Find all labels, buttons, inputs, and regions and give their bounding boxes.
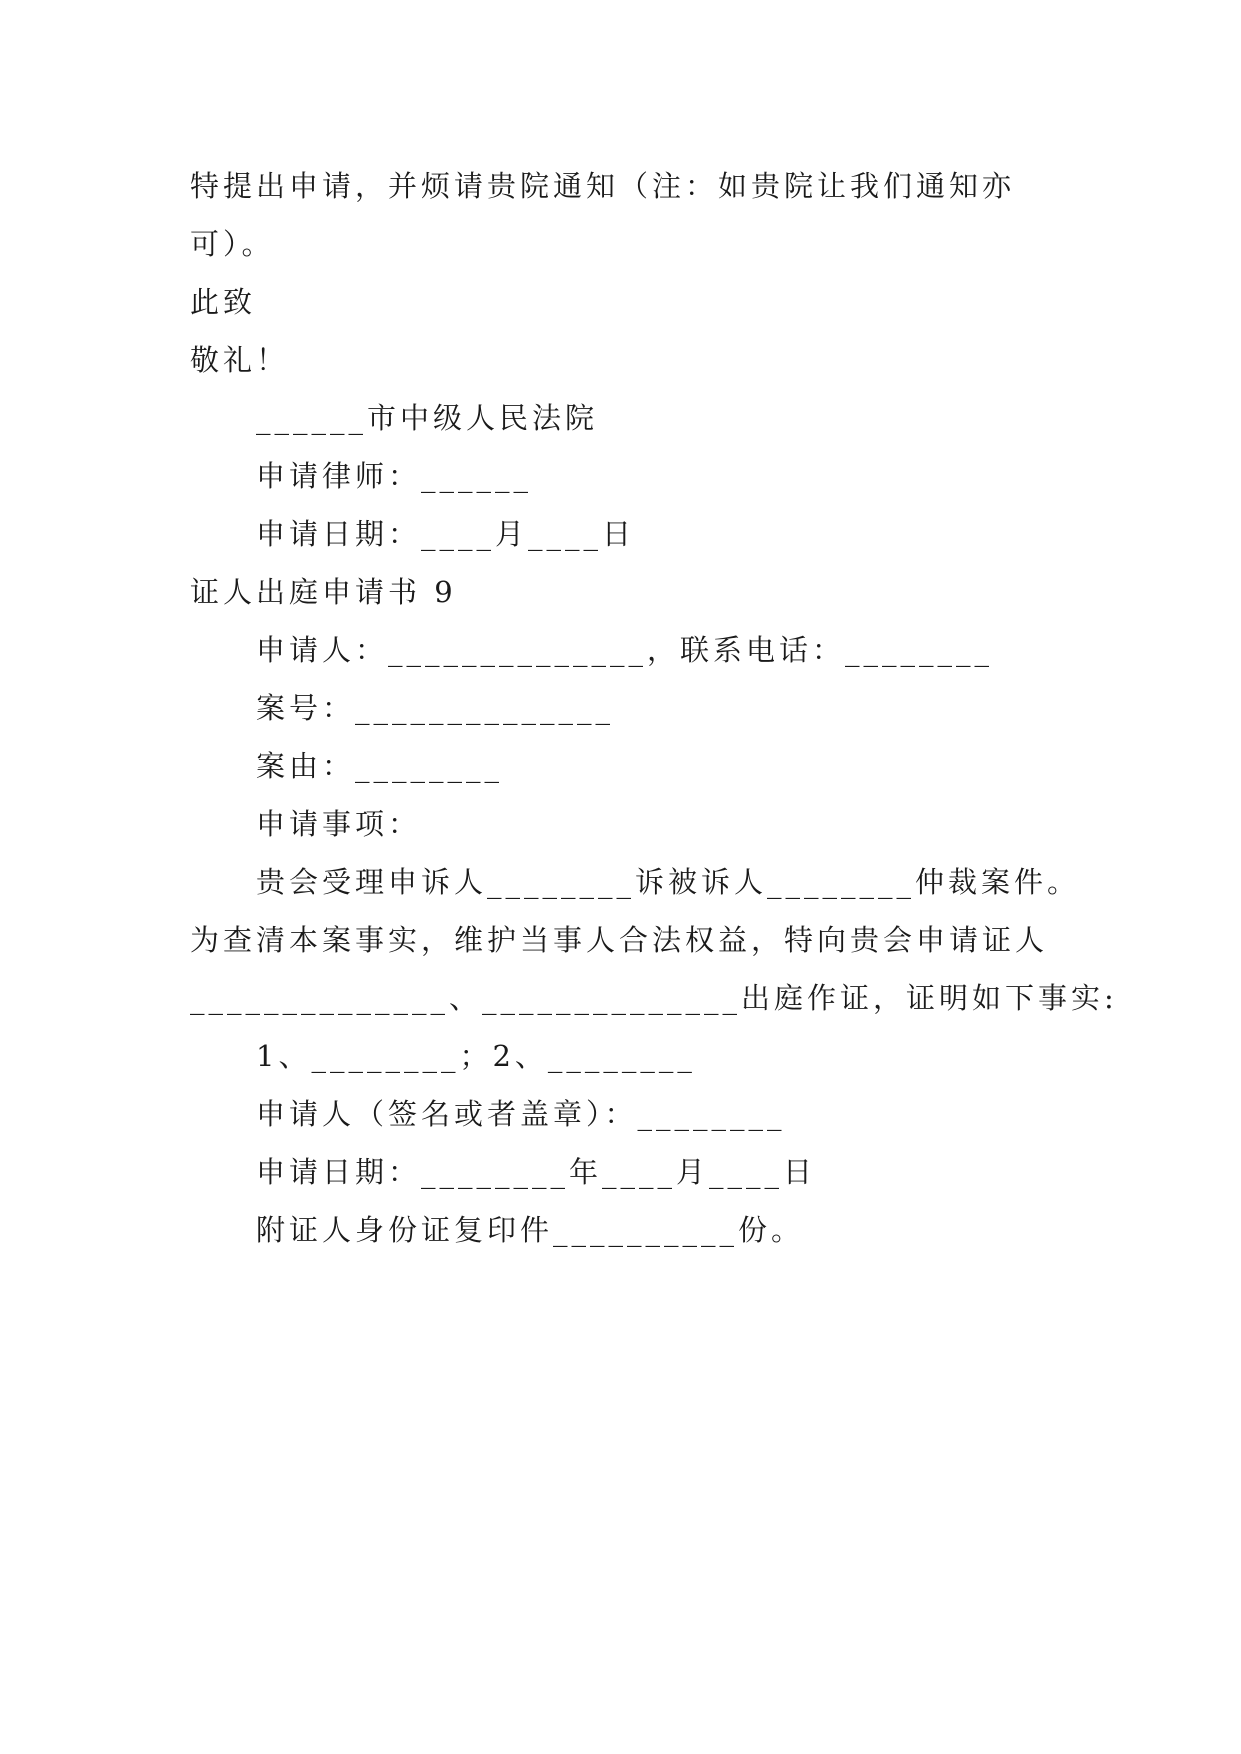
salutation-line: 此致 bbox=[190, 285, 257, 319]
case-cause-line: 案由：________ bbox=[256, 749, 504, 783]
applicant-line: 申请人：______________，联系电话：________ bbox=[256, 633, 994, 667]
signature-line: 申请人（签名或者盖章）：________ bbox=[256, 1097, 786, 1131]
body-text-line: ______________、______________出庭作证，证明如下事实: bbox=[190, 981, 1118, 1015]
facts-line: 1、________；2、________ bbox=[256, 1039, 696, 1073]
court-line: ______市中级人民法院 bbox=[256, 401, 599, 435]
attachment-line: 附证人身份证复印件__________份。 bbox=[256, 1213, 805, 1247]
text-line: 特提出申请，并烦请贵院通知（注：如贵院让我们通知亦 bbox=[190, 169, 1016, 203]
application-date-line: 申请日期：____月____日 bbox=[256, 517, 636, 551]
application-date-line: 申请日期：________年____月____日 bbox=[256, 1155, 817, 1189]
text-line: 可）。 bbox=[190, 227, 275, 261]
application-items-heading: 申请事项： bbox=[256, 807, 422, 841]
section-title: 证人出庭申请书 9 bbox=[190, 575, 457, 609]
applicant-lawyer-line: 申请律师：______ bbox=[256, 459, 533, 493]
case-number-line: 案号：______________ bbox=[256, 691, 615, 725]
body-text-line: 为查清本案事实，维护当事人合法权益，特向贵会申请证人 bbox=[190, 923, 1049, 957]
body-text-line: 贵会受理申诉人________诉被诉人________仲裁案件。 bbox=[256, 865, 1081, 899]
salutation-line: 敬礼！ bbox=[190, 343, 290, 377]
